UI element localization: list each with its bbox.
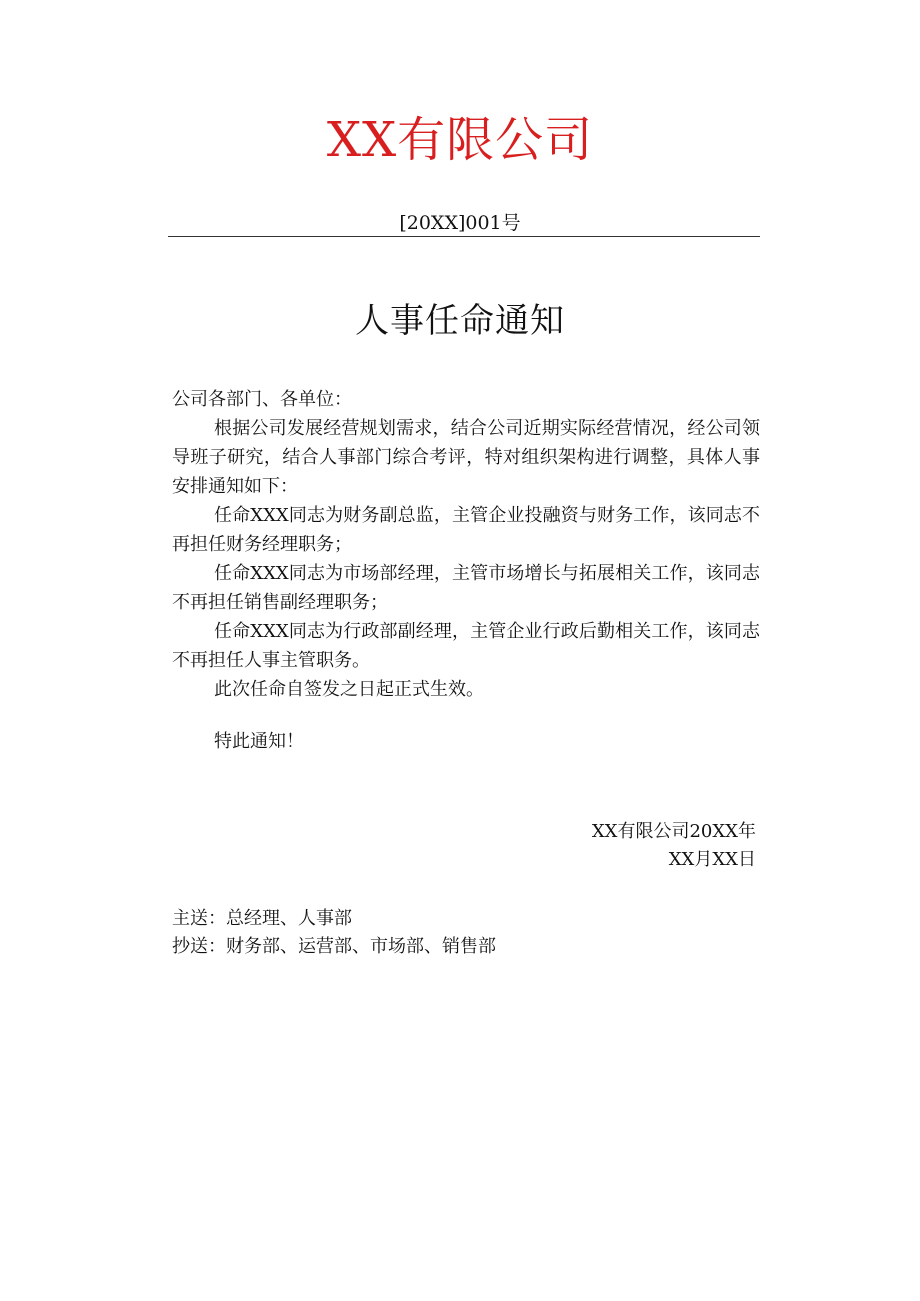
salutation: 公司各部门、各单位：: [172, 389, 352, 410]
closing-paragraph: 特此通知！: [214, 731, 304, 752]
appointment-paragraph-2: 任命XXX同志为市场部经理，主管市场增长与拓展相关工作，该同志不再担任销售副经理职务；: [172, 563, 760, 613]
company-name-header: XX有限公司: [326, 112, 594, 168]
notice-body: [172, 385, 760, 756]
intro-paragraph: 根据公司发展经营规划需求，结合公司近期实际经营情况，经公司领导班子研究，结合人事部门综合考评，特对组织架构进行调整，具体人事安排通知如下：: [172, 418, 760, 497]
main-send-line: 主送：总经理、人事部: [172, 908, 352, 929]
effective-paragraph: 此次任命自签发之日起正式生效。: [214, 679, 484, 700]
appointment-paragraph-3: 任命XXX同志为行政部副经理，主管企业行政后勤相关工作，该同志不再担任人事主管职务。: [172, 621, 760, 671]
distribution-block: [172, 905, 760, 961]
notice-title: 人事任命通知: [355, 301, 565, 341]
signature-block: [460, 818, 756, 874]
signature-date: XX月XX日: [668, 849, 756, 870]
header-divider: [168, 236, 760, 237]
signature-company-year: XX有限公司20XX年: [591, 821, 756, 842]
document-number: [20XX]001号: [399, 212, 521, 234]
copy-send-line: 抄送：财务部、运营部、市场部、销售部: [172, 936, 496, 957]
appointment-paragraph-1: 任命XXX同志为财务副总监，主管企业投融资与财务工作，该同志不再担任财务经理职务；: [172, 505, 760, 555]
